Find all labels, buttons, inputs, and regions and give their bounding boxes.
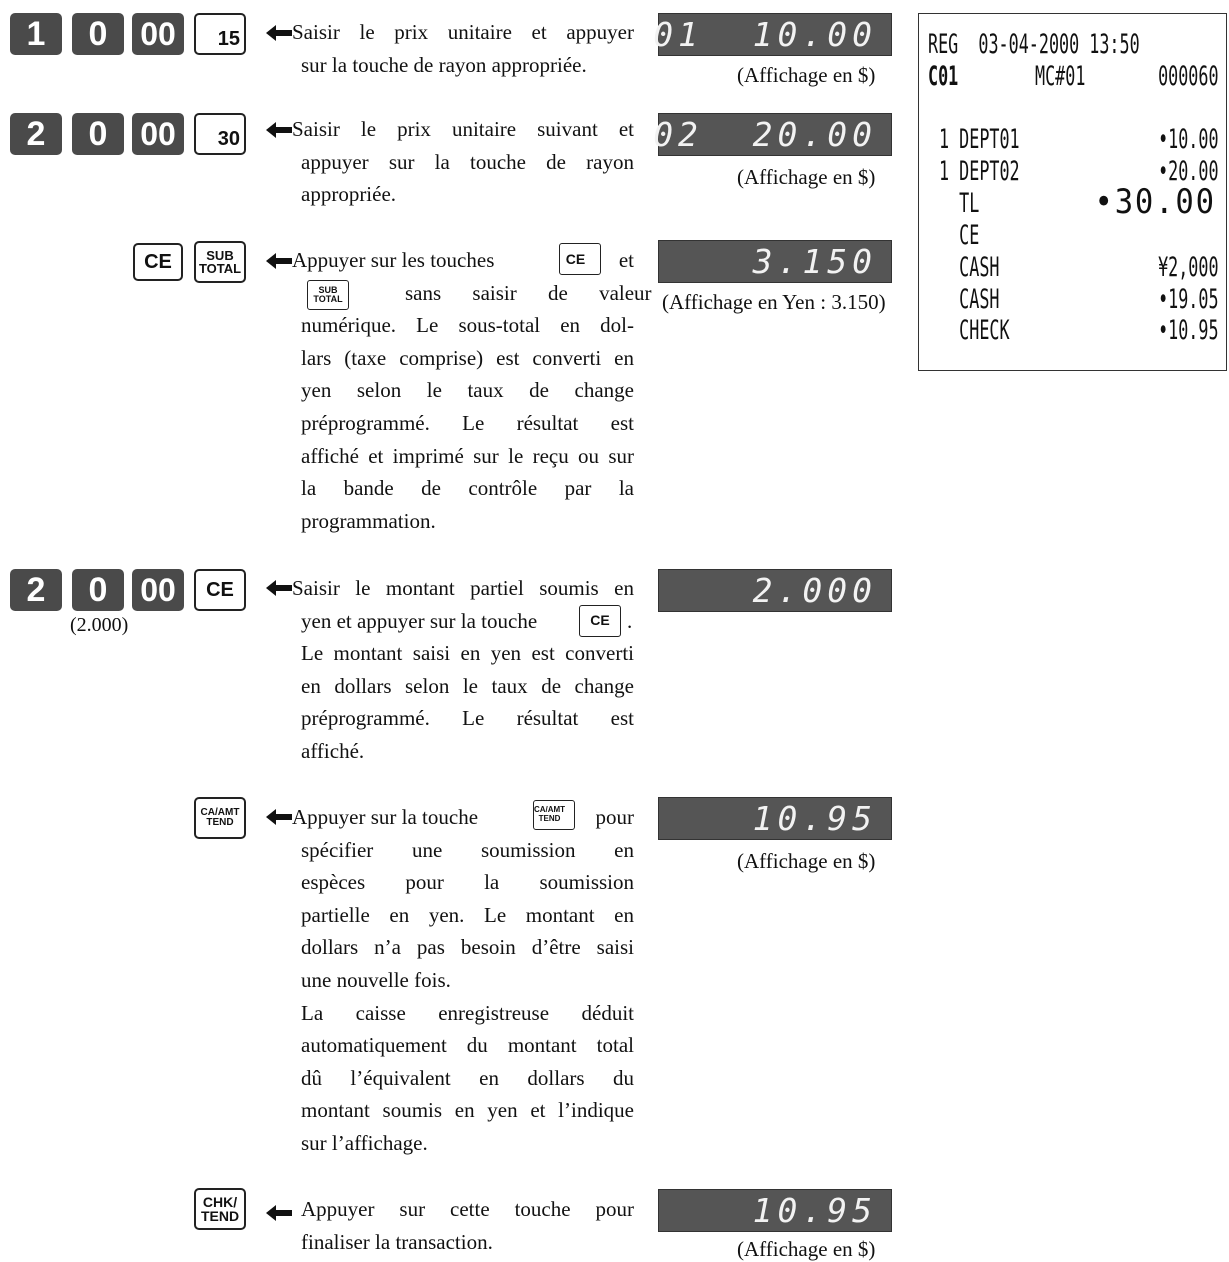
subtotal-key-inline: SUB TOTAL <box>307 280 349 310</box>
receipt-item-value: •10.00 <box>1158 124 1219 155</box>
display-caption-3: (Affichage en Yen : 3.150) <box>662 290 886 314</box>
display-caption-5: (Affichage en $) <box>737 849 876 873</box>
display-step-1: 01 10.00 <box>658 13 892 56</box>
left-arrow-icon <box>266 580 292 596</box>
display-caption-1: (Affichage en $) <box>737 63 876 87</box>
key-00[interactable]: 00 <box>132 113 184 155</box>
receipt-item-value: •20.00 <box>1158 156 1219 187</box>
receipt-item-label: CASH <box>939 252 1000 283</box>
step-3-instruction: Appuyer sur les touches CE et SUB TOTAL sans saisir de valeur numérique. Le sous-total en dol- lars (taxe comprise) est converti en yen selon le taux de change préprogrammé. Le résultat est affiché et imprimé sur le reçu ou sur la bande de contrôle par la programmation. <box>301 244 634 537</box>
receipt-item-value: ¥2,000 <box>1158 252 1219 283</box>
receipt-item-label: 1 DEPT02 <box>939 156 1020 187</box>
receipt-number: 000060 <box>1158 61 1219 92</box>
key-2[interactable]: 2 <box>10 113 62 155</box>
printed-receipt <box>918 13 1227 371</box>
subtotal-key[interactable]: SUB TOTAL <box>194 241 246 283</box>
left-arrow-icon <box>266 122 292 138</box>
left-arrow-icon <box>266 809 292 825</box>
receipt-total-label: TL <box>939 188 980 219</box>
receipt-total-value: •30.00 <box>1094 182 1216 222</box>
ce-key-inline: CE <box>579 605 621 637</box>
receipt-item-label: CHECK <box>939 315 1010 346</box>
key-0[interactable]: 0 <box>72 13 124 55</box>
step-5-instruction: Appuyer sur la touche CA/AMT TEND pour spécifier une soumission en espèces pour la soumission partielle en yen. Le montant en dollars n’a pas besoin d’être saisi une nouvelle fois. La caisse enregistreuse déduit automatiquement du montant total dû l’équivalent en dollars du montant soumis en yen et l’indique sur l’affichage. <box>301 801 634 1160</box>
cash-amount-tend-key-inline: CA/AMT TEND <box>533 800 575 830</box>
key-00[interactable]: 00 <box>132 13 184 55</box>
display-step-5: 10.95 <box>658 797 892 840</box>
receipt-item-label: CASH <box>939 284 1000 315</box>
step-2-instruction: Saisir le prix unitaire suivant et appuyer sur la touche de rayon appropriée. <box>292 117 634 207</box>
receipt-item-value: •10.95 <box>1158 315 1219 346</box>
cash-amount-tend-key[interactable]: CA/AMT TEND <box>194 797 246 839</box>
display-step-6: 10.95 <box>658 1189 892 1232</box>
receipt-header: REG 03-04-2000 13:50 <box>928 29 1140 60</box>
ce-key[interactable]: CE <box>194 569 246 611</box>
receipt-clerk: C01 <box>928 61 959 92</box>
dept-30-key[interactable]: 30 <box>194 113 246 155</box>
receipt-item-value: •19.05 <box>1158 284 1219 315</box>
key-00[interactable]: 00 <box>132 569 184 611</box>
left-arrow-icon <box>266 1205 292 1221</box>
receipt-machine: MC#01 <box>1035 61 1086 92</box>
check-tend-key[interactable]: CHK/ TEND <box>194 1188 246 1230</box>
receipt-item-label: CE <box>939 220 980 251</box>
left-arrow-icon <box>266 25 292 41</box>
key-0[interactable]: 0 <box>72 569 124 611</box>
dept-15-key[interactable]: 15 <box>194 13 246 55</box>
ce-key[interactable]: CE <box>133 243 183 281</box>
ce-key-inline: CE <box>559 243 601 275</box>
receipt-item-label: 1 DEPT01 <box>939 124 1020 155</box>
step-1-instruction: Saisir le prix unitaire et appuyer sur la touche de rayon appropriée. <box>292 20 634 77</box>
display-step-2: 02 20.00 <box>658 113 892 156</box>
display-step-3: 3.150 <box>658 240 892 283</box>
key-1[interactable]: 1 <box>10 13 62 55</box>
key-0[interactable]: 0 <box>72 113 124 155</box>
display-caption-2: (Affichage en $) <box>737 165 876 189</box>
step-4-instruction: Saisir le montant partiel soumis en yen et appuyer sur la touche CE . Le montant saisi en yen est converti en dollars selon le taux de change préprogrammé. Le résultat est affiché. <box>292 576 634 763</box>
display-caption-6: (Affichage en $) <box>737 1237 876 1261</box>
step-6-instruction: Appuyer sur cette touche pour finaliser la transaction. <box>301 1197 634 1254</box>
left-arrow-icon <box>266 253 292 269</box>
yen-amount-note: (2.000) <box>70 614 129 636</box>
key-2[interactable]: 2 <box>10 569 62 611</box>
display-step-4: 2.000 <box>658 569 892 612</box>
